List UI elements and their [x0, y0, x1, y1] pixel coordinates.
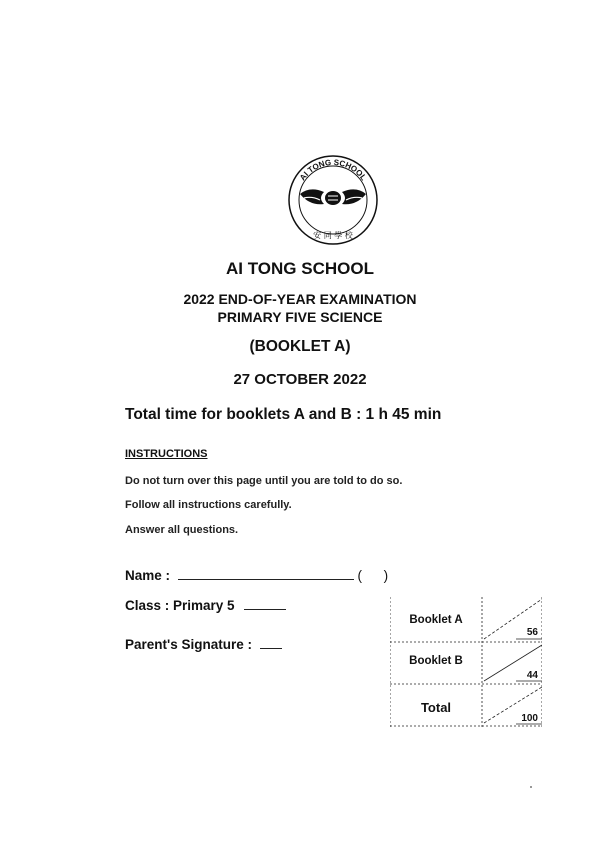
school-name: AI TONG SCHOOL: [226, 259, 374, 278]
parent-signature-label: Parent's Signature :: [125, 637, 252, 652]
instruction-item: Answer all questions.: [125, 524, 239, 536]
name-label: Name :: [125, 568, 171, 583]
svg-text:AI TONG SCHOOL: [298, 158, 368, 182]
class-field: [125, 598, 286, 613]
exam-title: 2022 END-OF-YEAR EXAMINATION: [183, 291, 417, 307]
register-paren-open: (: [357, 568, 363, 583]
booklet-a-label: Booklet A: [409, 614, 463, 626]
instruction-item: Do not turn over this page until you are told to do so.: [125, 475, 403, 487]
booklet-a-score-box[interactable]: [485, 601, 515, 621]
crest-bottom-text: 安 同 學 校: [313, 231, 353, 240]
instructions-heading: INSTRUCTIONS: [125, 448, 208, 460]
name-line[interactable]: [178, 579, 354, 580]
total-score-box[interactable]: [485, 687, 515, 707]
crest-arc-text: AI TONG SCHOOL: [297, 157, 369, 183]
parent-signature-field: [125, 637, 282, 652]
instruction-item: Follow all instructions carefully.: [125, 499, 292, 511]
booklet-b-max: 44: [526, 670, 538, 681]
total-max: 100: [521, 713, 538, 724]
booklet-b-score-box[interactable]: [485, 645, 515, 665]
name-field: [125, 568, 388, 583]
school-crest-logo: [280, 152, 386, 248]
register-paren-close: ): [383, 568, 389, 583]
scan-speck: [530, 786, 532, 788]
total-time: Total time for booklets A and B : 1 h 45 min: [125, 406, 442, 423]
exam-date: 27 OCTOBER 2022: [233, 371, 367, 388]
total-label: Total: [420, 700, 452, 715]
exam-subject: PRIMARY FIVE SCIENCE: [217, 309, 383, 325]
booklet-a-max: 56: [526, 627, 538, 638]
class-line[interactable]: [244, 609, 286, 610]
parent-signature-line[interactable]: [260, 648, 282, 649]
booklet-title: (BOOKLET A): [249, 338, 351, 355]
class-label: Class : Primary 5: [125, 598, 235, 613]
marks-table: [390, 597, 542, 728]
booklet-b-label: Booklet B: [409, 655, 463, 667]
